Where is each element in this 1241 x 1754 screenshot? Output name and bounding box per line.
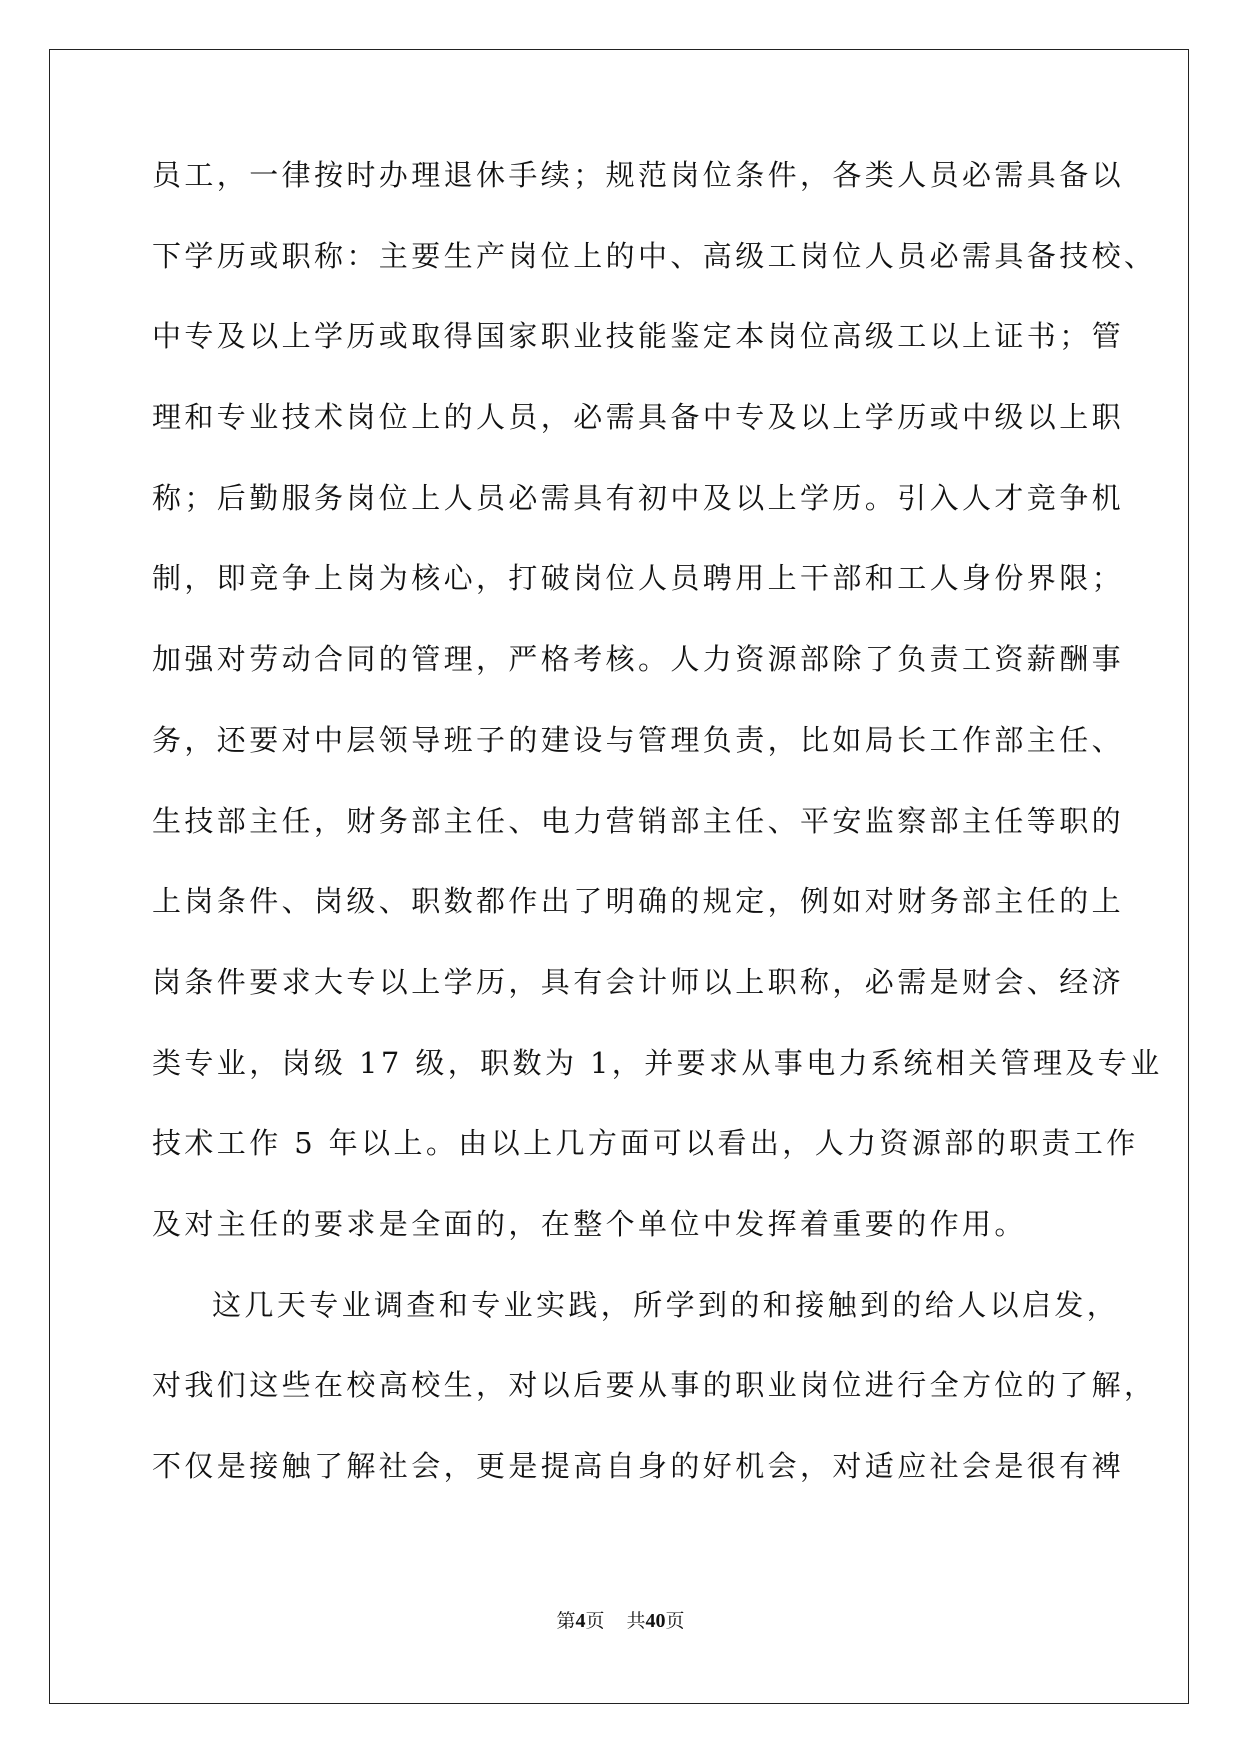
paragraph-start-line: 这几天专业调查和专业实践，所学到的和接触到的给人以启发，: [212, 1287, 1120, 1322]
text-line: 不仅是接触了解社会，更是提高自身的好机会，对适应社会是很有裨: [152, 1449, 1125, 1483]
page-prefix: 第: [556, 1610, 576, 1632]
text-line: 及对主任的要求是全面的，在整个单位中发挥着重要的作用。: [152, 1206, 1027, 1241]
page-footer: [0, 1609, 1241, 1633]
page-number: 4: [575, 1610, 586, 1632]
total-suffix: 页: [665, 1610, 685, 1632]
text-line: 下学历或职称：主要生产岗位上的中、高级工岗位人员必需具备技校、: [152, 238, 1157, 273]
text-line: 上岗条件、岗级、职数都作出了明确的规定，例如对财务部主任的上: [152, 884, 1125, 919]
text-line: 生技部主任，财务部主任、电力营销部主任、平安监察部主任等职的: [152, 803, 1125, 838]
text-line: 称；后勤服务岗位上人员必需具有初中及以上学历。引入人才竞争机: [152, 480, 1125, 515]
page-suffix: 页: [585, 1610, 605, 1632]
text-line: 类专业，岗级 17 级，职数为 1，并要求从事电力系统相关管理及专业: [152, 1045, 1163, 1080]
text-line: 技术工作 5 年以上。由以上几方面可以看出，人力资源部的职责工作: [152, 1126, 1139, 1161]
text-line: 员工，一律按时办理退休手续；规范岗位条件，各类人员必需具备以: [152, 158, 1125, 192]
text-line: 岗条件要求大专以上学历，具有会计师以上职称，必需是财会、经济: [152, 964, 1125, 999]
total-pages: 40: [645, 1610, 666, 1632]
text-line: 制，即竞争上岗为核心，打破岗位人员聘用上干部和工人身份界限；: [152, 561, 1125, 596]
document-body: [152, 155, 1163, 1527]
text-line: 理和专业技术岗位上的人员，必需具备中专及以上学历或中级以上职: [152, 400, 1125, 435]
text-line: 中专及以上学历或取得国家职业技能鉴定本岗位高级工以上证书；管: [152, 319, 1125, 354]
text-line: 加强对劳动合同的管理，严格考核。人力资源部除了负责工资薪酬事: [152, 642, 1125, 677]
text-line: 对我们这些在校高校生，对以后要从事的职业岗位进行全方位的了解，: [152, 1368, 1157, 1403]
text-line: 务，还要对中层领导班子的建设与管理负责，比如局长工作部主任、: [152, 722, 1125, 757]
total-prefix: 共: [626, 1610, 646, 1632]
